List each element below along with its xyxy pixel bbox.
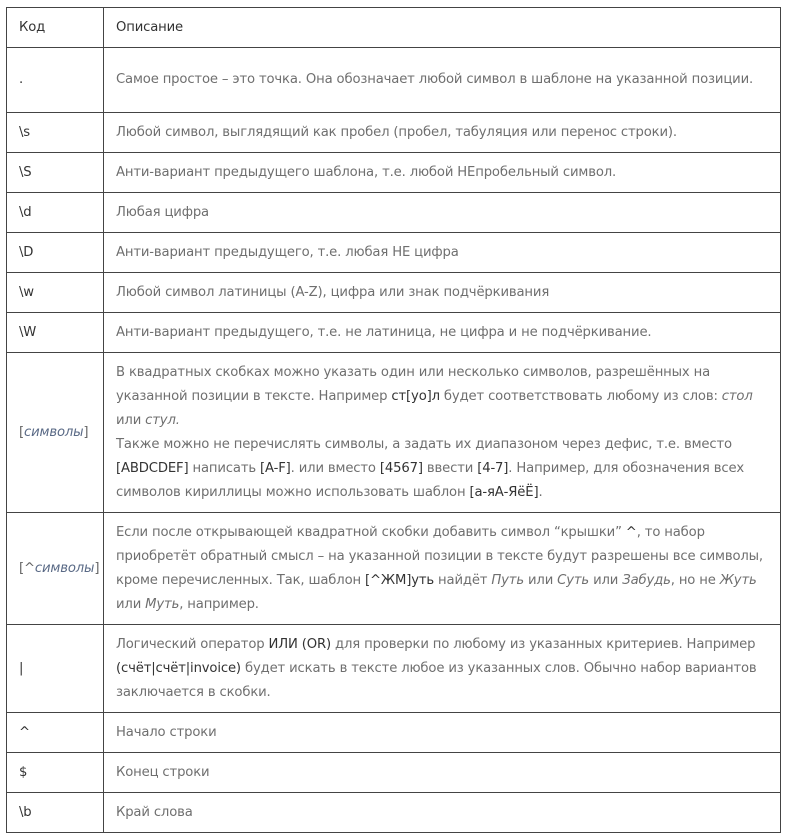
description-cell: Начало строки xyxy=(104,713,781,753)
description-cell: Анти-вариант предыдущего, т.е. не латиница, не цифра и не подчёркивание. xyxy=(104,313,781,353)
text: В квадратных скобках можно указать один или несколько символов, разрешённых на указанной позиции в тексте. Например xyxy=(116,364,710,404)
table-row xyxy=(7,113,781,153)
inline-code: [ABDCDEF] xyxy=(116,460,189,476)
table-row xyxy=(7,353,781,513)
code-cell: ^ xyxy=(7,713,104,753)
code-bracket-open: [ xyxy=(19,424,24,440)
code-cell: \b xyxy=(7,793,104,833)
text: Если после открывающей квадратной скобки добавить символ “крышки” xyxy=(116,524,626,540)
code-cell: \d xyxy=(7,193,104,233)
table-row xyxy=(7,193,781,233)
description-cell xyxy=(104,353,781,513)
text: , например. xyxy=(179,596,259,612)
description-cell: Анти-вариант предыдущего шаблона, т.е. любой НЕпробельный символ. xyxy=(104,153,781,193)
table-row xyxy=(7,753,781,793)
text: , то набор приобретёт обратный смысл – на указанной позиции в тексте будут разрешены все символы, кроме перечисленных. Так, шаблон xyxy=(116,524,763,588)
description-cell: Самое простое – это точка. Она обозначает любой символ в шаблоне на указанной позиции. xyxy=(104,48,781,113)
table-row xyxy=(7,713,781,753)
text: , но не xyxy=(670,572,720,588)
code-bracket-open: [^ xyxy=(19,560,35,576)
example-word: Жуть xyxy=(719,572,757,588)
description-cell: Любой символ латиницы (A-Z), цифра или знак подчёркивания xyxy=(104,273,781,313)
text: ввести xyxy=(422,460,478,476)
code-argument: символы xyxy=(34,560,95,576)
example-word: Путь xyxy=(491,572,524,588)
inline-code: (счёт|счёт|invoice) xyxy=(116,660,241,676)
inline-code: ст[уо]л xyxy=(391,388,440,404)
table-row xyxy=(7,48,781,113)
table-row xyxy=(7,625,781,713)
text: . xyxy=(538,484,543,500)
example-word: стул. xyxy=(145,412,180,428)
text: или xyxy=(116,596,146,612)
code-cell: \S xyxy=(7,153,104,193)
text: будет искать в тексте любое из указанных слов. Обычно набор вариантов заключается в скобки. xyxy=(116,660,757,700)
text: . или вместо xyxy=(290,460,380,476)
text: Также можно не перечислять символы, а задать их диапазоном через дефис, т.е. вместо xyxy=(116,436,732,452)
code-cell xyxy=(7,513,104,625)
inline-code: ИЛИ (OR) xyxy=(268,636,331,652)
column-header-code: Код xyxy=(7,8,104,48)
inline-code: [^ЖМ]уть xyxy=(365,572,434,588)
description-cell xyxy=(104,513,781,625)
column-header-description: Описание xyxy=(104,8,781,48)
text: Логический оператор xyxy=(116,636,269,652)
code-cell: . xyxy=(7,48,104,113)
table-row xyxy=(7,233,781,273)
regex-reference-table xyxy=(6,7,781,833)
example-word: Забудь xyxy=(622,572,671,588)
text: или xyxy=(116,412,146,428)
code-bracket-close: ] xyxy=(83,424,89,440)
inline-code: ^ xyxy=(625,524,637,540)
text: для проверки по любому из указанных критериев. Например xyxy=(331,636,756,652)
example-word: Муть xyxy=(145,596,180,612)
text: или xyxy=(589,572,623,588)
table-row xyxy=(7,273,781,313)
description-cell xyxy=(104,625,781,713)
text: или xyxy=(523,572,558,588)
description-cell: Любой символ, выглядящий как пробел (пробел, табуляция или перенос строки). xyxy=(104,113,781,153)
inline-code: [а-яА-ЯёЁ] xyxy=(469,484,539,500)
code-cell: \s xyxy=(7,113,104,153)
code-cell: | xyxy=(7,625,104,713)
text: . Например, для обозначения всех символов кириллицы можно использовать шаблон xyxy=(116,460,745,500)
description-cell: Край слова xyxy=(104,793,781,833)
example-word: Суть xyxy=(557,572,590,588)
inline-code: [4-7] xyxy=(477,460,509,476)
code-cell: \w xyxy=(7,273,104,313)
description-cell: Конец строки xyxy=(104,753,781,793)
table-row xyxy=(7,513,781,625)
description-cell: Анти-вариант предыдущего, т.е. любая НЕ цифра xyxy=(104,233,781,273)
code-bracket-close: ] xyxy=(94,560,100,576)
text: будет соответствовать любому из слов: xyxy=(439,388,722,404)
description-cell: Любая цифра xyxy=(104,193,781,233)
code-cell: \D xyxy=(7,233,104,273)
inline-code: [4567] xyxy=(379,460,423,476)
code-cell xyxy=(7,353,104,513)
text: написать xyxy=(188,460,261,476)
table-row xyxy=(7,313,781,353)
inline-code: [A-F] xyxy=(260,460,291,476)
code-argument: символы xyxy=(24,424,84,440)
table-row xyxy=(7,153,781,193)
table-row xyxy=(7,793,781,833)
code-cell: $ xyxy=(7,753,104,793)
code-cell: \W xyxy=(7,313,104,353)
table-header-row xyxy=(7,8,781,48)
example-word: стол xyxy=(721,388,753,404)
text: найдёт xyxy=(434,572,492,588)
